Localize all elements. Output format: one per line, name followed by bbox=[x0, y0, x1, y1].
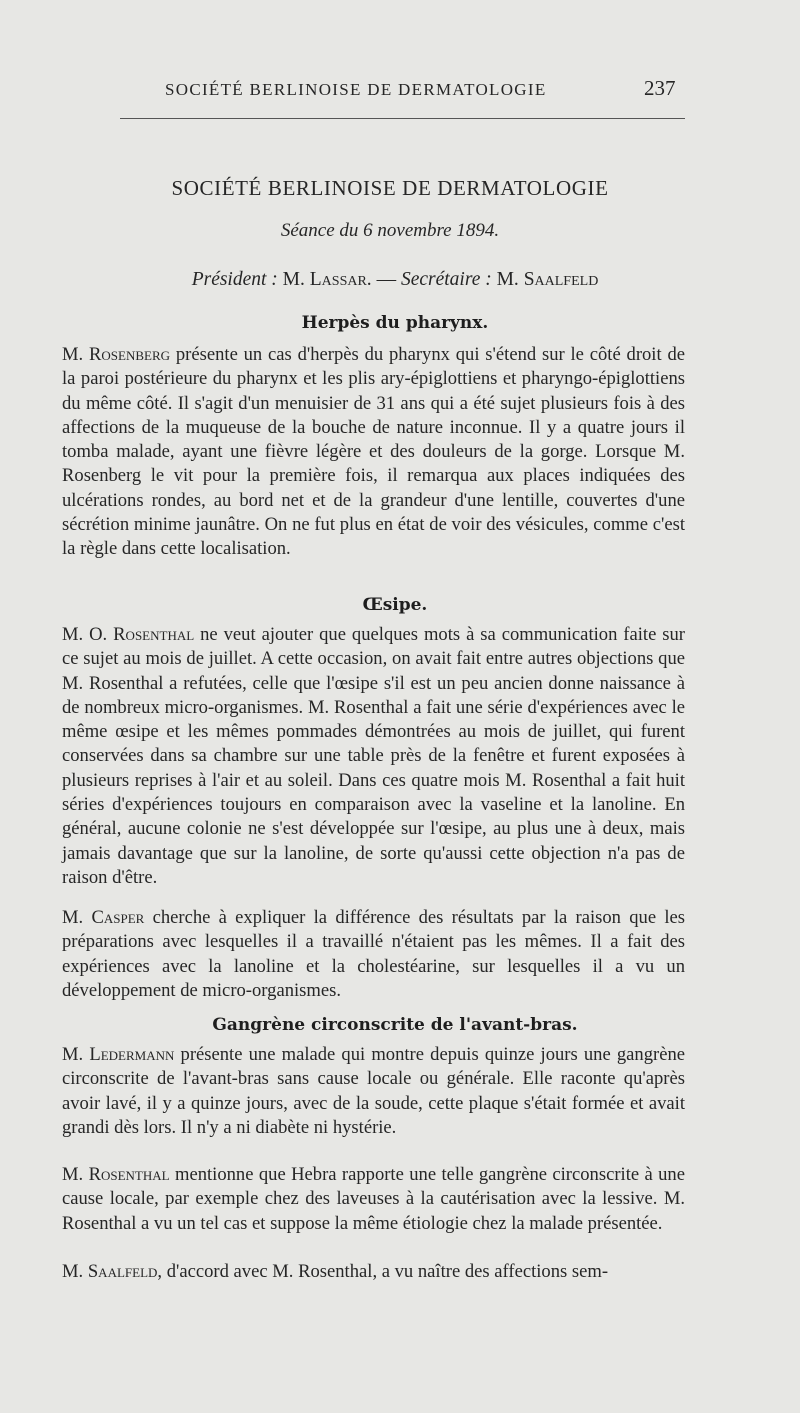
paragraph-lead: M. bbox=[62, 344, 84, 365]
section-heading-gangrene: Gangrène circonscrite de l'avant-bras. bbox=[212, 1015, 578, 1035]
section-heading-oesipe: Œsipe. bbox=[362, 595, 428, 615]
article-title: SOCIÉTÉ BERLINOISE DE DERMATOLOGIE bbox=[171, 176, 609, 200]
running-title: SOCIÉTÉ BERLINOISE DE DERMATOLOGIE bbox=[165, 80, 547, 99]
paragraph-lead: M. bbox=[62, 907, 84, 928]
officers-dash: — bbox=[376, 269, 397, 290]
header-rule bbox=[120, 118, 685, 119]
paragraph-lead: M. O. bbox=[62, 624, 108, 645]
paragraph-lead: M. bbox=[62, 1164, 84, 1185]
paragraph-rosenberg bbox=[62, 343, 685, 562]
officers-line bbox=[0, 269, 790, 291]
paragraph-text: présente une malade qui montre depuis quinze jours une gangrène circonscrite de l'avant-bras sans cause locale ou générale. Elle raconte qu'après avoir lavé, il y a quinze jours, avec de la soude, cette plaque s'était formée et avait grandi dès lors. Il n'y a ni diabète ni hystérie. bbox=[62, 1044, 685, 1138]
speaker-name: Ledermann bbox=[89, 1044, 175, 1065]
paragraph-rosenthal-gangrene bbox=[62, 1163, 685, 1236]
president-title: M. bbox=[282, 269, 305, 290]
page-number: 237 bbox=[644, 76, 676, 100]
paragraph-casper bbox=[62, 906, 685, 1003]
running-header bbox=[0, 76, 800, 106]
secretary-title: M. bbox=[496, 269, 519, 290]
paragraph-text: présente un cas d'herpès du pharynx qui s'étend sur le côté droit de la paroi postérieure du pharynx et les plis ary-épiglottiens et pharyngo-épiglottiens du même côté. Il s'agit d'un menuisier de 31 ans qui a été sujet plusieurs fois à des affections de la muqueuse de la bouche de nature inconnue. Il y a quatre jours il tomba malade, ayant une fièvre légère et des douleurs de la gorge. Lorsque M. Rosenberg le vit pour la première fois, il remarqua aux places indiquées des ulcérations rondes, au bord net et de la grandeur d'une lentille, couvertes d'une sécrétion minime jaunâtre. On ne fut plus en état de voir des vésicules, comme c'est la règle dans cette localisation. bbox=[62, 344, 686, 560]
speaker-name: Casper bbox=[91, 907, 145, 928]
paragraph-ledermann bbox=[62, 1043, 685, 1140]
speaker-name: Rosenberg bbox=[89, 344, 171, 365]
paragraph-rosenthal-oesipe bbox=[62, 623, 685, 890]
paragraph-text: cherche à expliquer la différence des résultats par la raison que les préparations avec lesquelles il a travaillé n'étaient pas les mêmes. Il a fait des expériences avec la lanoline et la cholestéarine, sur lesquelles il a vu un développement de micro-organismes. bbox=[62, 907, 685, 1001]
section-heading-herpes: Herpès du pharynx. bbox=[301, 313, 489, 333]
secretary-label: Secrétaire : bbox=[400, 269, 492, 290]
session-date: Séance du 6 novembre 1894. bbox=[280, 220, 500, 241]
paragraph-lead: M. bbox=[62, 1261, 84, 1282]
paragraph-saalfeld bbox=[62, 1260, 685, 1284]
president-name: Lassar. bbox=[309, 269, 372, 290]
paragraph-text: , d'accord avec M. Rosenthal, a vu naître des affections sem- bbox=[157, 1261, 609, 1282]
speaker-name: Saalfeld bbox=[87, 1261, 158, 1282]
paragraph-lead: M. bbox=[62, 1044, 84, 1065]
paragraph-text: ne veut ajouter que quelques mots à sa communication faite sur ce sujet au mois de juillet. A cette occasion, on avait fait entre autres objections que M. Rosenthal a refutées, celle que l'œsipe s'il est un peu ancien donne naissance à de nombreux micro-organismes. M. Rosenthal a fait une série d'expériences avec le même œsipe et les mêmes pommades démontrées au mois de juillet, qui furent conservées dans sa chambre sur une table près de la fenêtre et furent exposées à plusieurs reprises à l'air et au soleil. Dans ces quatre mois M. Rosenthal a fait huit séries d'expériences toujours en comparaison avec la vaseline et la lanoline. En général, aucune colonie ne s'est développée sur l'œsipe, au plus une à deux, mais jamais davantage que sur la lanoline, de sorte qu'aussi cette objection n'a pas de raison d'être. bbox=[62, 624, 686, 888]
speaker-name: Rosenthal bbox=[113, 624, 195, 645]
paragraph-text: mentionne que Hebra rapporte une telle gangrène circonscrite à une cause locale, par exemple chez des laveuses à la cautérisation avec la lessive. M. Rosenthal a vu un tel cas et suppose la même étiologie chez la malade présentée. bbox=[62, 1164, 685, 1234]
speaker-name: Rosenthal bbox=[88, 1164, 170, 1185]
president-label: Président : bbox=[191, 269, 278, 290]
secretary-name: Saalfeld bbox=[523, 269, 599, 290]
